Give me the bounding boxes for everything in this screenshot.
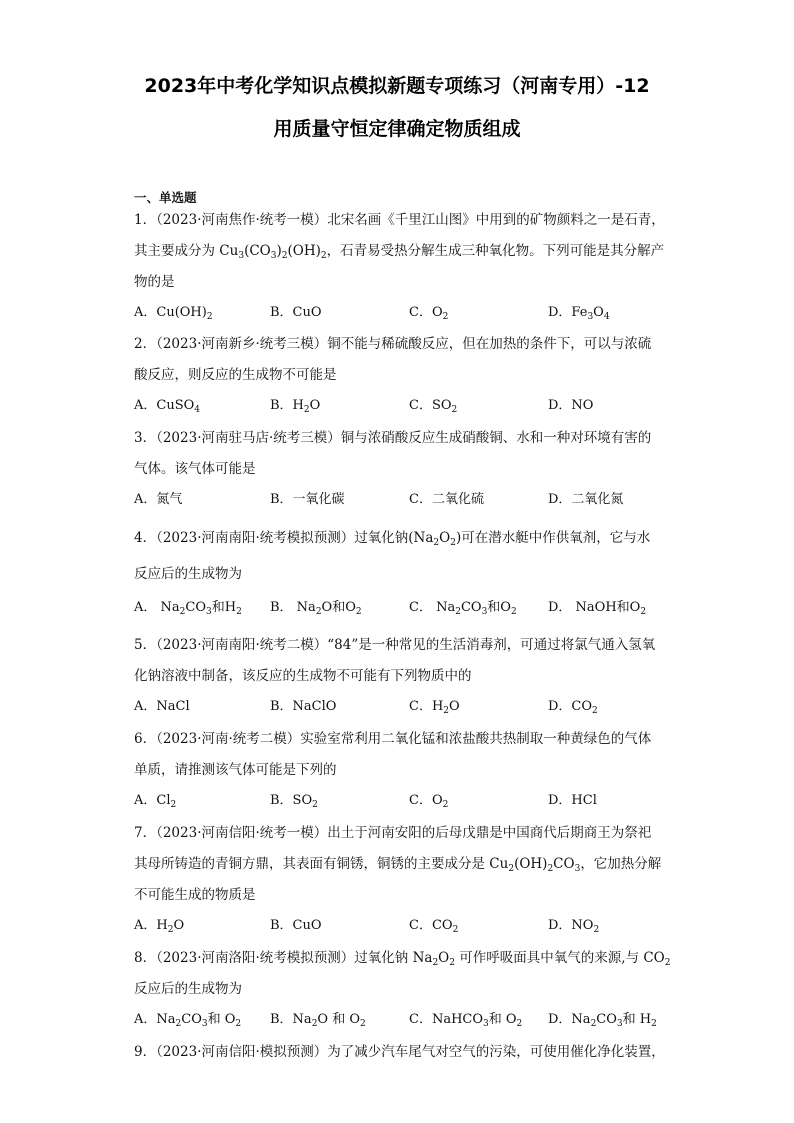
question-5-option-B[interactable]: B．NaClO xyxy=(270,699,337,714)
question-4-option-C[interactable]: C． $Na_2CO_3$和$O_2$ xyxy=(409,600,517,617)
question-7-option-C[interactable]: C．$CO_2$ xyxy=(409,918,459,935)
question-2-line-1: 2．（2023·河南新乡·统考三模）铜不能与稀硫酸反应，但在加热的条件下，可以与浓硫 xyxy=(134,336,652,352)
question-5-option-D[interactable]: D．$CO_2$ xyxy=(548,699,598,716)
question-4-option-B[interactable]: B． $Na_2O$和$O_2$ xyxy=(270,600,362,617)
question-6-line-1: 6．（2023·河南·统考二模）实验室常利用二氧化锰和浓盐酸共热制取一种黄绿色的气体 xyxy=(134,731,652,747)
question-1-options xyxy=(134,301,694,323)
question-3-option-C[interactable]: C．二氧化硫 xyxy=(409,492,484,507)
question-4-line-2: 反应后的生成物为 xyxy=(134,566,242,582)
question-7-option-D[interactable]: D．$NO_2$ xyxy=(548,918,600,935)
question-8-line-2: 反应后的生成物为 xyxy=(134,981,242,997)
question-2-line-2: 酸反应，则反应的生成物不可能是 xyxy=(134,367,337,383)
question-4-options xyxy=(134,596,694,618)
question-6-options xyxy=(134,789,694,811)
page-title-line-1: 2023年中考化学知识点模拟新题专项练习（河南专用）-12 xyxy=(144,75,650,97)
question-7-options xyxy=(134,914,694,936)
question-7-line-2: 其母所铸造的青铜方鼎，其表面有铜锈，铜锈的主要成分是 $Cu_2(OH)_2CO_3$，它加热分解 xyxy=(134,856,662,874)
question-1-option-C[interactable]: C．$O_2$ xyxy=(409,305,449,322)
question-8-options xyxy=(134,1008,694,1030)
question-1-option-B[interactable]: B．CuO xyxy=(270,305,322,320)
question-8-option-A[interactable]: A．$Na_2CO_3$和 $O_2$ xyxy=(134,1012,242,1029)
question-4-option-A[interactable]: A． $Na_2CO_3$和$H_2$ xyxy=(134,600,242,617)
question-2-option-D[interactable]: D．NO xyxy=(548,398,594,413)
question-1-line-3: 物的是 xyxy=(134,274,175,290)
question-7-option-B[interactable]: B．CuO xyxy=(270,918,322,933)
question-5-option-C[interactable]: C．$H_2O$ xyxy=(409,699,460,716)
question-4-line-1: 4．（2023·河南南阳·统考模拟预测）过氧化钠$(Na_2O_2)$可在潜水艇中作供氧剂，它与水 xyxy=(134,530,651,548)
question-4-option-D[interactable]: D． NaOH和$O_2$ xyxy=(548,600,647,617)
question-1-line-2: 其主要成分为 $Cu_3(CO_3)_2(OH)_2$，石青易受热分解生成三种氧化物。下列可能是其分解产 xyxy=(134,243,665,261)
question-7-line-3: 不可能生成的物质是 xyxy=(134,887,256,903)
question-7-option-A[interactable]: A．$H_2O$ xyxy=(134,918,185,935)
question-5-line-1: 5．（2023·河南南阳·统考二模）“84”是一种常见的生活消毒剂，可通过将氯气通入氢氧 xyxy=(134,637,656,653)
question-7-line-1: 7．（2023·河南信阳·统考一模）出土于河南安阳的后母戊鼎是中国商代后期商王为祭祀 xyxy=(134,825,652,841)
question-1-option-A[interactable]: A．$Cu(OH)_2$ xyxy=(134,305,213,322)
question-5-option-A[interactable]: A．NaCl xyxy=(134,699,190,714)
question-6-option-A[interactable]: A．$Cl_2$ xyxy=(134,793,177,810)
question-1-option-D[interactable]: D．$Fe_3O_4$ xyxy=(548,305,610,322)
page-title-line-2: 用质量守恒定律确定物质组成 xyxy=(273,118,521,140)
question-2-option-A[interactable]: A．CuSO$_4$ xyxy=(134,398,201,415)
question-8-option-C[interactable]: C．NaHCO$_3$和 $O_2$ xyxy=(409,1012,523,1029)
question-2-option-B[interactable]: B．$H_2O$ xyxy=(270,398,321,415)
question-8-option-B[interactable]: B．$Na_2O$ 和 $O_2$ xyxy=(270,1012,366,1029)
question-3-option-D[interactable]: D．二氧化氮 xyxy=(548,492,624,507)
question-3-option-B[interactable]: B．一氧化碳 xyxy=(270,492,345,507)
question-1-line-1: 1．（2023·河南焦作·统考一模）北宋名画《千里江山图》中用到的矿物颜料之一是石青， xyxy=(134,212,665,228)
question-3-line-1: 3．（2023·河南驻马店·统考三模）铜与浓硝酸反应生成硝酸铜、水和一种对环境有害的 xyxy=(134,430,652,446)
question-6-line-2: 单质，请推测该气体可能是下列的 xyxy=(134,762,337,778)
question-8-option-D[interactable]: D．$Na_2CO_3$和 $H_2$ xyxy=(548,1012,657,1029)
question-3-options xyxy=(134,488,694,510)
question-2-options xyxy=(134,394,694,416)
section-heading: 一、单选题 xyxy=(134,190,197,205)
question-5-options xyxy=(134,695,694,717)
question-6-option-D[interactable]: D．HCl xyxy=(548,793,597,808)
question-6-option-C[interactable]: C．$O_2$ xyxy=(409,793,449,810)
question-3-line-2: 气体。该气体可能是 xyxy=(134,461,256,477)
question-2-option-C[interactable]: C．$SO_2$ xyxy=(409,398,458,415)
question-3-option-A[interactable]: A．氮气 xyxy=(134,492,183,507)
question-8-line-1: 8．（2023·河南洛阳·统考模拟预测）过氧化钠 $Na_2O_2$ 可作呼吸面具中氧气的来源,与 $CO_2$ xyxy=(134,950,671,968)
question-5-line-2: 化钠溶液中制备，该反应的生成物不可能有下列物质中的 xyxy=(134,668,472,684)
question-6-option-B[interactable]: B．$SO_2$ xyxy=(270,793,318,810)
question-9-line-1: 9．（2023·河南信阳·模拟预测）为了减少汽车尾气对空气的污染，可使用催化净化装置， xyxy=(134,1044,665,1060)
